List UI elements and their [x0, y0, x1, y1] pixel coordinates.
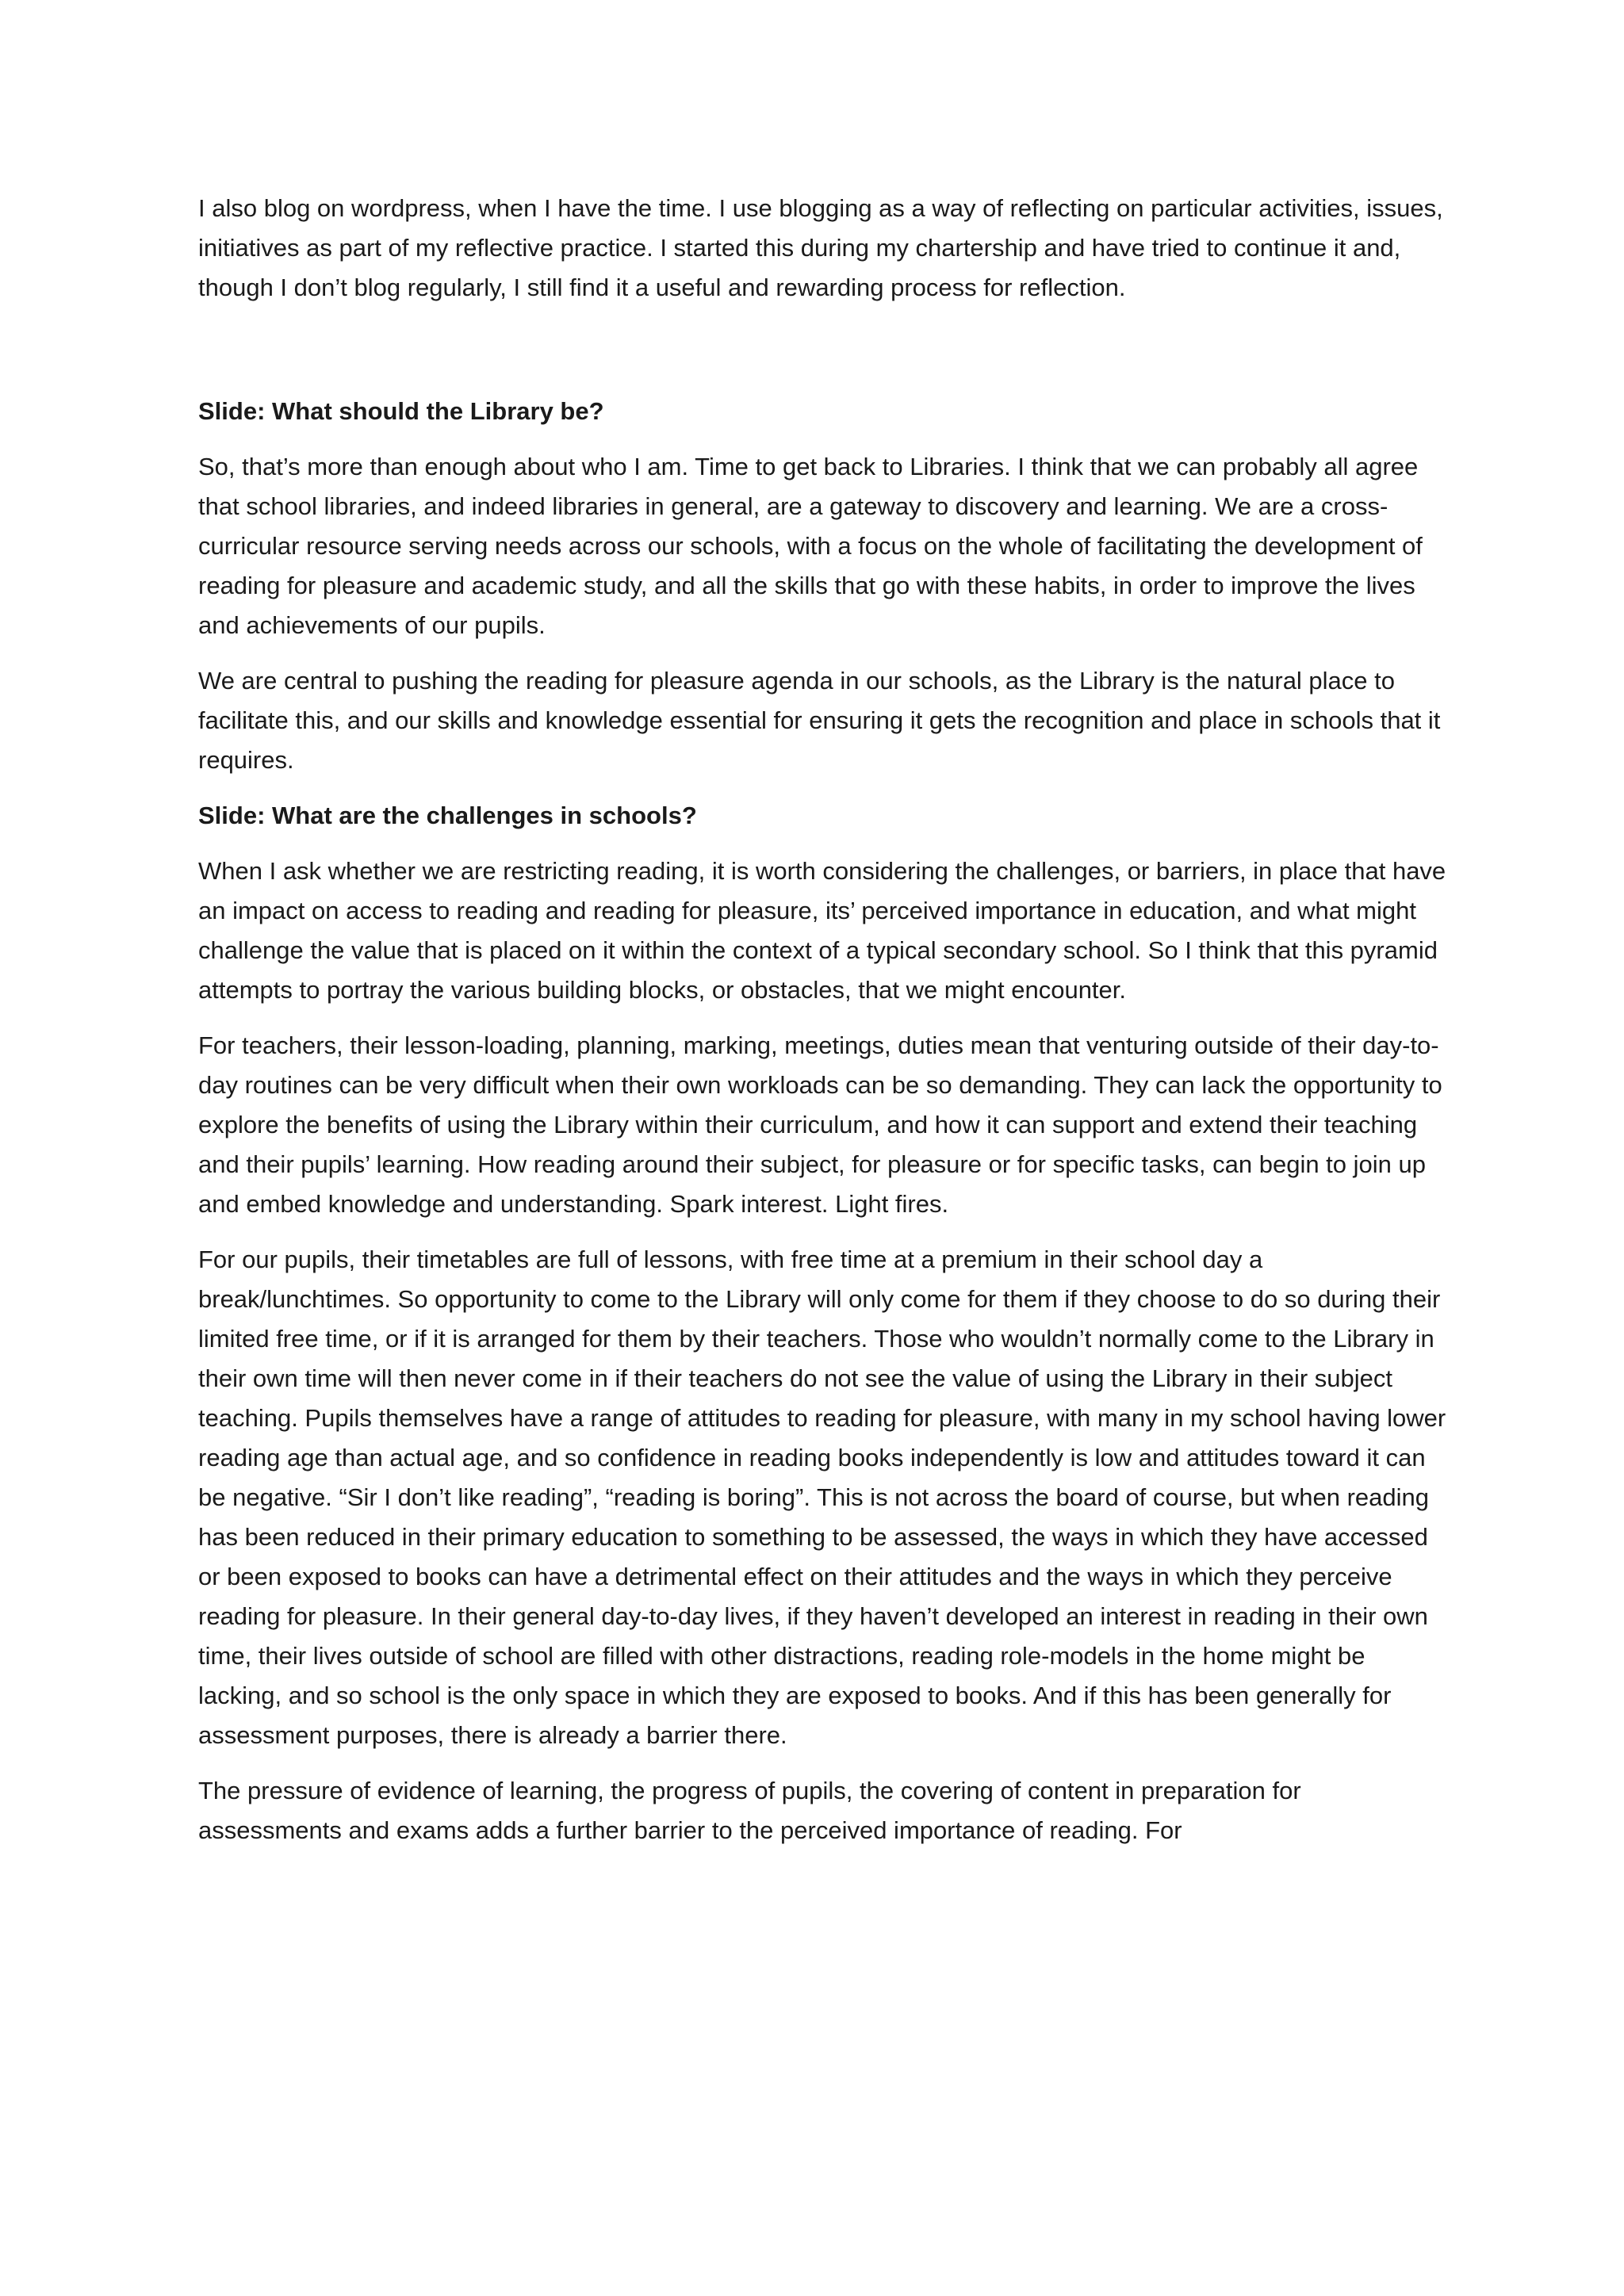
paragraph-pupils: For our pupils, their timetables are full of lessons, with free time at a premium in their school day a break/lunchtimes. So opportunity to come to the Library will only come for them if they choose to do so during their limited free time, or if it is arranged for them by their teachers. Those who wouldn’t normally come to the Library in their own time will then never come in if their teachers do not see the value of using the Library in their subject teaching. Pupils themselves have a range of attitudes to reading for pleasure, with many in my school having lower reading age than actual age, and so confidence in reading books independently is low and attitudes toward it can be negative. “Sir I don’t like reading”, “reading is boring”. This is not across the board of course, but when reading has been reduced in their primary education to something to be assessed, the ways in which they have accessed or been exposed to books can have a detrimental effect on their attitudes and the ways in which they perceive reading for pleasure. In their general day-to-day lives, if they haven’t developed an interest in reading in their own time, their lives outside of school are filled with other distractions, reading role-models in the home might be lacking, and so school is the only space in which they are exposed to books. And if this has been generally for assessment purposes, there is already a barrier there.: [198, 1246, 1446, 1749]
paragraph-libraries-gateway: So, that’s more than enough about who I am. Time to get back to Libraries. I think that we can probably all agree that school libraries, and indeed libraries in general, are a gateway to discovery and learning. We are a cross-curricular resource serving needs across our schools, with a focus on the whole of facilitating the development of reading for pleasure and academic study, and all the skills that go with these habits, in order to improve the lives and achievements of our pupils.: [198, 453, 1423, 639]
paragraph-reading-for-pleasure-agenda: We are central to pushing the reading for pleasure agenda in our schools, as the Library is the natural place to facilitate this, and our skills and knowledge essential for ensuring it gets the recognition and place in schools that it requires.: [198, 667, 1441, 774]
paragraph-pressure-of-evidence: The pressure of evidence of learning, the progress of pupils, the covering of content in preparation for assessments and exams adds a further barrier to the perceived importance of reading. For: [198, 1777, 1301, 1844]
paragraph-teachers: For teachers, their lesson-loading, planning, marking, meetings, duties mean that venturing outside of their day-to-day routines can be very difficult when their own workloads can be so demanding. They can lack the opportunity to explore the benefits of using the Library within their curriculum, and how it can support and extend their teaching and their pupils’ learning. How reading around their subject, for pleasure or for specific tasks, can begin to join up and embed knowledge and understanding. Spark interest. Light fires.: [198, 1031, 1442, 1218]
paragraph-restricting-reading: When I ask whether we are restricting reading, it is worth considering the challenges, or barriers, in place that have an impact on access to reading and reading for pleasure, its’ perceived importance in education, and what might challenge the value that is placed on it within the context of a typical secondary school. So I think that this pyramid attempts to portray the various building blocks, or obstacles, that we might encounter.: [198, 857, 1446, 1004]
paragraph-blogging: I also blog on wordpress, when I have the time. I use blogging as a way of reflecting on particular activities, issues, initiatives as part of my reflective practice. I started this during my chartership and have tried to continue it and, though I don’t blog regularly, I still find it a useful and rewarding process for reflection.: [198, 194, 1443, 301]
heading-challenges-in-schools: Slide: What are the challenges in schools?: [198, 802, 697, 829]
heading-what-should-library-be: Slide: What should the Library be?: [198, 397, 604, 425]
document-page: [198, 189, 1450, 1866]
